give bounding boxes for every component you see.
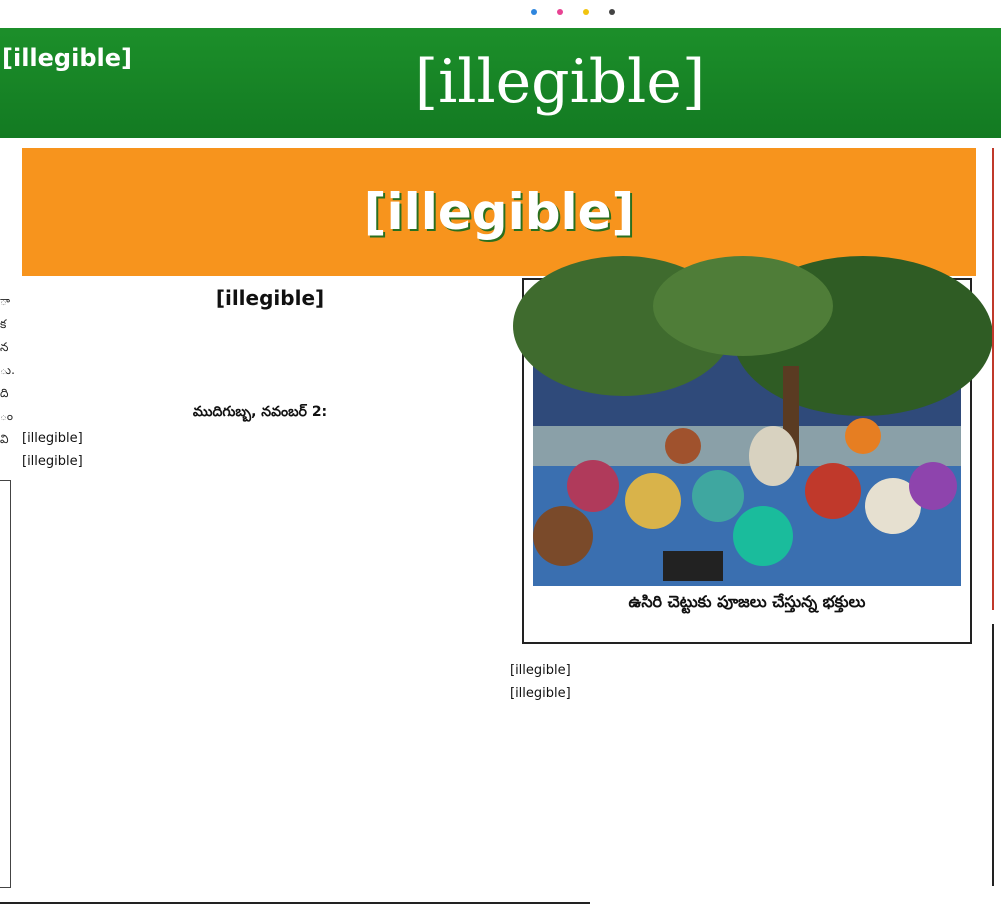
adjacent-column-border (992, 624, 1003, 886)
article-paragraph: [illegible] (510, 663, 571, 678)
sub-headline: [illegible] (215, 286, 325, 310)
article-paragraph: [illegible] (510, 685, 571, 701)
newspaper-masthead: [illegible] (414, 47, 706, 117)
adjacent-column-fragment: ా క న ు. ది ం వి (0, 294, 15, 446)
adjacent-column-frame (0, 480, 11, 888)
main-headline: [illegible] (363, 183, 635, 241)
article-body-left (22, 428, 500, 878)
adjacent-column-border (992, 148, 1003, 610)
article-paragraph: [illegible] (22, 431, 83, 446)
article-paragraph: [illegible] (22, 453, 83, 469)
headline-box (22, 148, 976, 276)
article-body-right (510, 660, 976, 880)
top-color-dots (528, 0, 648, 6)
issue-date: [illegible] (2, 44, 132, 72)
article-photo (533, 286, 961, 586)
photo-caption: ఉసిరి చెట్టుకు పూజలు చేస్తున్న భక్తులు (628, 592, 866, 611)
article-dateline: ముదిగుబ్బ, నవంబర్ 2: (192, 404, 328, 420)
photo-frame (522, 278, 972, 644)
bottom-divider (0, 902, 590, 905)
masthead-banner (0, 28, 1001, 138)
